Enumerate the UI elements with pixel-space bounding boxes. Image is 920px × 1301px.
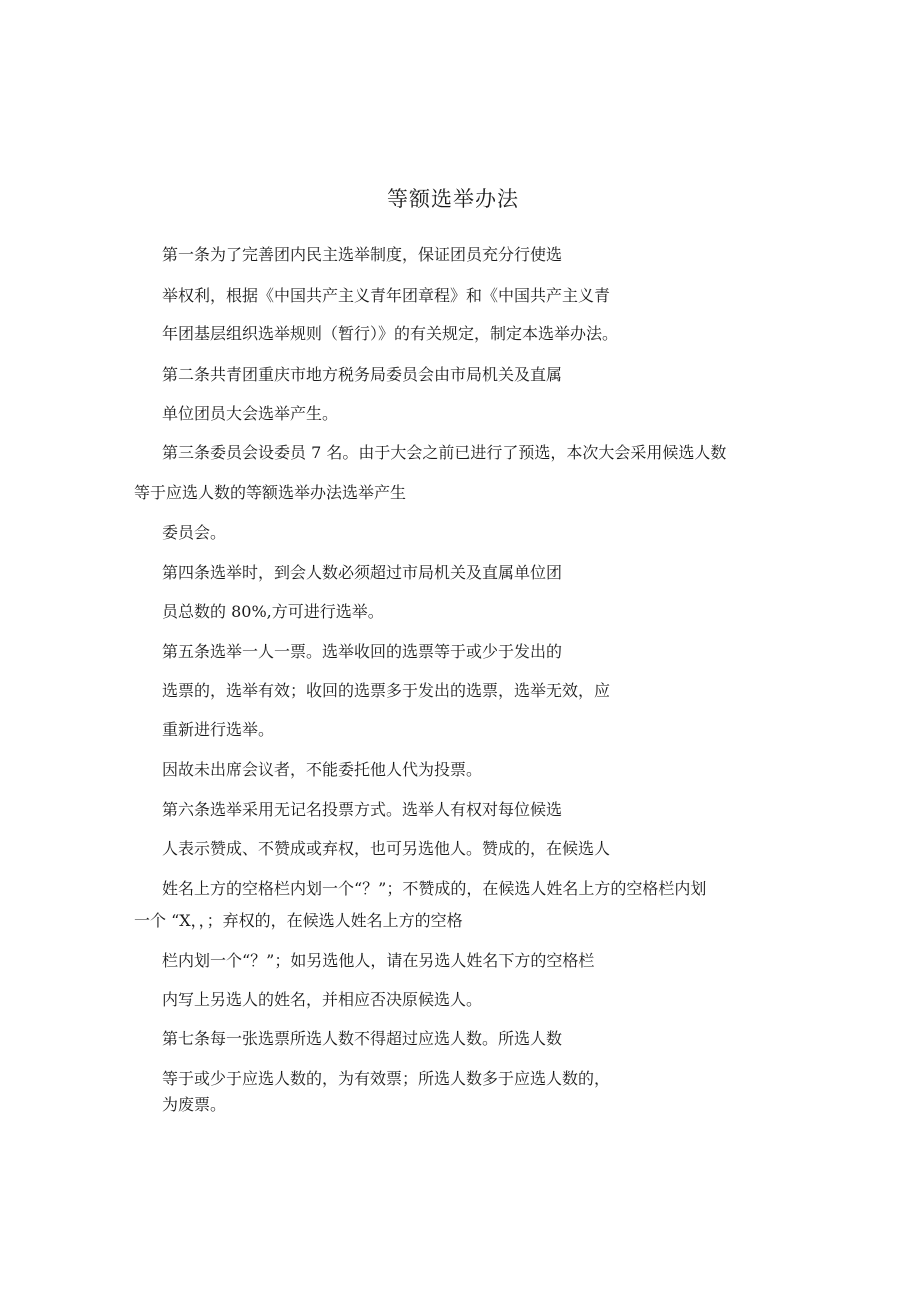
paragraph-line: 栏内划一个“？”；如另选他人，请在另选人姓名下方的空格栏 (162, 951, 595, 970)
paragraph-line: 等于或少于应选人数的，为有效票；所选人数多于应选人数的， (162, 1069, 611, 1088)
paragraph-line: 人表示赞成、不赞成或弃权，也可另选他人。赞成的，在候选人 (162, 839, 611, 858)
paragraph-line-article-6: 第六条选举采用无记名投票方式。选举人有权对每位候选 (162, 800, 563, 819)
paragraph-line: 委员会。 (162, 523, 227, 542)
paragraph-line: 为废票。 (162, 1095, 227, 1114)
paragraph-line-article-4: 第四条选举时，到会人数必须超过市局机关及直属单位团 (162, 563, 563, 582)
paragraph-line: 举权利，根据《中国共产主义青年团章程》和《中国共产主义青 (162, 286, 611, 305)
paragraph-line: 姓名上方的空格栏内划一个“？”；不赞成的，在候选人姓名上方的空格栏内划 (162, 879, 707, 898)
paragraph-line: 重新进行选举。 (162, 720, 275, 739)
paragraph-line: 等于应选人数的等额选举办法选举产生 (134, 483, 407, 502)
paragraph-line-article-1: 第一条为了完善团内民主选举制度，保证团员充分行使选 (162, 245, 563, 264)
paragraph-line: 单位团员大会选举产生。 (162, 404, 339, 423)
paragraph-line-article-7: 第七条每一张选票所选人数不得超过应选人数。所选人数 (162, 1029, 563, 1048)
document-title: 等额选举办法 (387, 187, 519, 211)
paragraph-line: 因故未出席会议者，不能委托他人代为投票。 (162, 760, 483, 779)
paragraph-line-article-3: 第三条委员会设委员 7 名。由于大会之前已进行了预选，本次大会采用候选人数 (162, 443, 727, 462)
paragraph-line-article-5: 第五条选举一人一票。选举收回的选票等于或少于发出的 (162, 642, 563, 661)
paragraph-line: 内写上另选人的姓名，并相应否决原候选人。 (162, 990, 483, 1009)
paragraph-line: 年团基层组织选举规则（暂行）》的有关规定，制定本选举办法。 (162, 324, 619, 343)
paragraph-line: 一个 “X，，；弃权的，在候选人姓名上方的空格 (134, 911, 463, 930)
paragraph-line: 选票的，选举有效；收回的选票多于发出的选票，选举无效，应 (162, 681, 611, 700)
paragraph-line-article-2: 第二条共青团重庆市地方税务局委员会由市局机关及直属 (162, 365, 563, 384)
paragraph-line: 员总数的 80%,方可进行选举。 (162, 602, 384, 621)
